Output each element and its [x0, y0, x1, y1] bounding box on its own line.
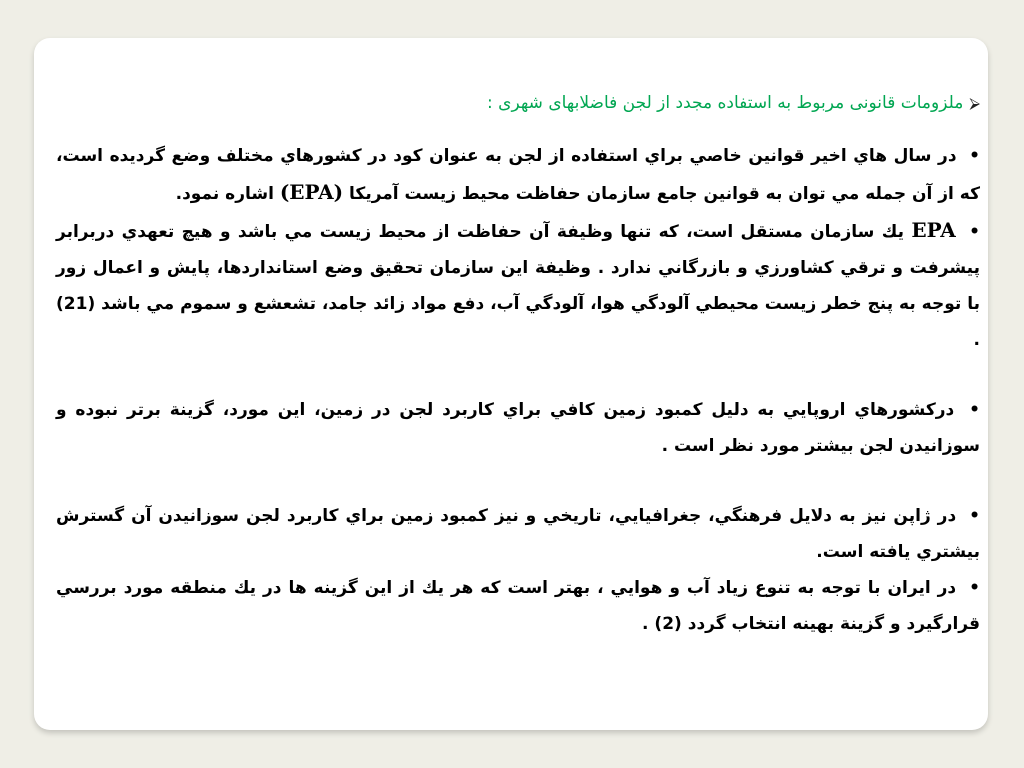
p4-text: در ژاپن نيز به دلايل فرهنگي، جغرافيايي، تاريخي و نيز كمبود زمين براي كاربرد لجن سوزانيدن آن گسترش بيشتري يافته است. [56, 506, 980, 562]
bullet-icon: • [969, 146, 980, 166]
bullet-icon: • [969, 578, 981, 598]
heading-text: ملزومات قانونی مربوط به استفاده مجدد از لجن فاضلابهای شهری : [487, 93, 964, 113]
p1-text: در سال هاي اخير قوانين خاصي براي استفاده از لجن به عنوان كود در كشورهاي مختلف وضع گرديده است، كه از آن جمله مي توان به قوانين جامع سازمان حفاظت محيط زيست آمريكا [56, 146, 980, 204]
paragraph-2 [56, 212, 980, 358]
slide-content [56, 88, 980, 642]
p1-epa: (EPA) [279, 180, 344, 204]
spacer [56, 464, 980, 498]
p2-text: يك سازمان مستقل است، كه تنها وظيفة آن حفاظت از محيط زيست مي باشد و هيچ تعهدي دربرابر پيشرفت و ترقي كشاورزي و بازرگاني ندارد . وظيفة اين سازمان تحقيق وضع استانداردها، پايش و اعمال زور با توجه به پنج خطر زيست محيطي آلودگي هوا، آلودگي آب، دفع مواد زائد جامد، تشعشع و سموم مي باشد (21) . [56, 222, 980, 350]
paragraph-4 [56, 498, 980, 570]
slide [34, 38, 988, 730]
p2-epa: EPA [911, 218, 956, 242]
paragraph-5 [56, 570, 980, 642]
bullet-icon: • [969, 222, 981, 242]
paragraph-1 [56, 138, 980, 212]
spacer [56, 358, 980, 392]
p3-text: دركشورهاي اروپايي به دليل كمبود زمين كافي براي كاربرد لجن در زمين، اين مورد، گزينة برتر نبوده و سوزانيدن لجن بيشتر مورد نظر است . [56, 400, 980, 456]
paragraph-3 [56, 392, 980, 464]
bullet-icon: • [969, 506, 981, 526]
slide-heading [56, 88, 980, 118]
bullet-icon: • [969, 400, 981, 420]
arrow-bullet-icon: ⮚ [969, 94, 980, 112]
p5-text: در ايران با توجه به تنوع زياد آب و هوايي ، بهتر است كه هر يك از اين گزينه ها در يك منطقه مورد بررسي قرارگيرد و گزينة بهينه انتخاب گردد (2) . [56, 578, 980, 634]
p1-tail: اشاره نمود. [175, 184, 274, 204]
